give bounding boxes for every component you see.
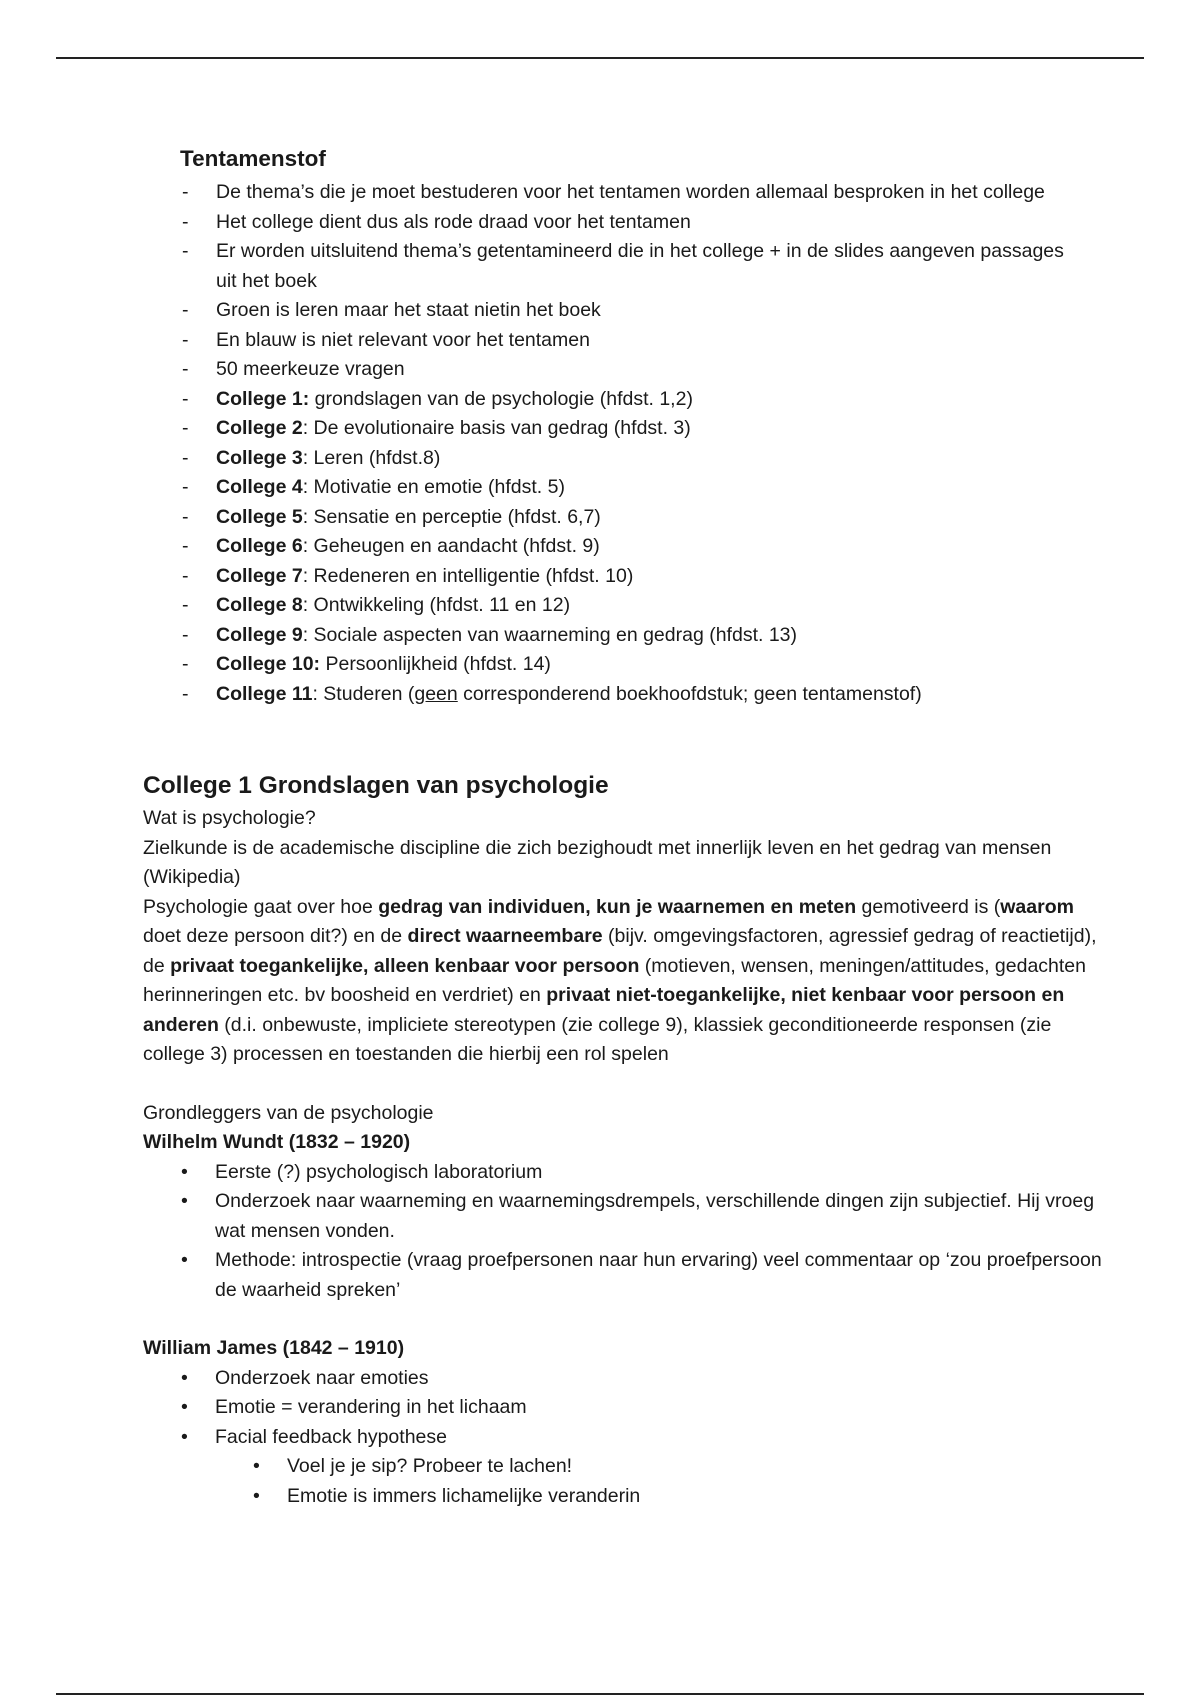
- college-text: : De evolutionaire basis van gedrag (hfdst. 3): [302, 417, 691, 439]
- tentamenstof-list: [180, 178, 1080, 709]
- college-label: College 9: [216, 623, 303, 646]
- psychology-paragraph: [143, 893, 1103, 1070]
- college-item-2: [180, 414, 1080, 444]
- founders-heading: Grondleggers van de psychologie: [143, 1101, 434, 1124]
- wundt-name: Wilhelm Wundt (1832 – 1920): [143, 1131, 411, 1153]
- list-item: • Emotie is immers lichamelijke veranderin: [287, 1482, 1103, 1512]
- paragraph-bold: privaat toegankelijke, alleen kenbaar voor persoon: [170, 954, 640, 977]
- james-list: [143, 1364, 1103, 1512]
- wundt-list: [143, 1158, 1103, 1306]
- college1-heading: College 1 Grondslagen van psychologie: [143, 772, 609, 799]
- underlined-word: geen: [414, 682, 458, 705]
- college-label: College 3: [216, 446, 303, 469]
- paragraph-bold: direct waarneembare: [407, 925, 603, 947]
- college-text: : Sensatie en perceptie (hfdst. 6,7): [302, 505, 601, 528]
- paragraph-text: (d.i. onbewuste, impliciete stereotypen (zie college 9), klassiek geconditioneerde responsen (zie college 3) processen en toestanden die hierbij een rol spelen: [143, 1013, 1052, 1065]
- college-label: College 7: [216, 564, 303, 587]
- tentamenstof-heading: Tentamenstof: [180, 146, 326, 171]
- college-label: College 6: [216, 535, 303, 557]
- list-item: • Onderzoek naar waarneming en waarnemingsdrempels, verschillende dingen zijn subjectief. Hij vroeg wat mensen vonden.: [215, 1187, 1103, 1246]
- list-item: • Eerste (?) psychologisch laboratorium: [215, 1158, 1103, 1188]
- college-text: : Redeneren en intelligentie (hfdst. 10): [302, 564, 634, 587]
- college-text: : Studeren (: [312, 682, 415, 705]
- college-text: : Ontwikkeling (hfdst. 11 en 12): [302, 594, 571, 616]
- list-item: • Onderzoek naar emoties: [215, 1364, 1103, 1394]
- paragraph-text: (bijv. omgevingsfactoren, agressief gedrag of reactietijd), de: [143, 925, 1097, 977]
- college-item-4: [180, 473, 1080, 503]
- paragraph-text: doet deze persoon dit?) en de: [143, 925, 408, 947]
- college-item-1: [180, 385, 1080, 415]
- college-text: : Motivatie en emotie (hfdst. 5): [302, 476, 565, 498]
- james-heading: [143, 1334, 1103, 1364]
- college-item-10: [180, 650, 1080, 680]
- college-item-11: [180, 680, 1080, 710]
- james-sublist: [215, 1452, 1103, 1511]
- college-label: College 8: [216, 594, 303, 616]
- paragraph-text: (motieven, wensen, meningen/attitudes, gedachten herinneringen etc. bv boosheid en verdriet) en: [143, 954, 1086, 1006]
- list-item: - Groen is leren maar het staat nietin het boek: [180, 296, 1080, 326]
- list-item: - En blauw is niet relevant voor het tentamen: [180, 326, 1080, 356]
- college-label: College 2: [216, 417, 303, 439]
- tentamenstof-section: [180, 144, 1080, 709]
- college-item-5: [180, 503, 1080, 533]
- paragraph-bold: gedrag van individuen, kun je waarnemen en meten: [378, 895, 857, 918]
- college-item-7: [180, 562, 1080, 592]
- james-name: William James (1842 – 1910): [143, 1337, 405, 1359]
- college-text: : Geheugen en aandacht (hfdst. 9): [302, 535, 600, 557]
- list-item: • Voel je je sip? Probeer te lachen!: [287, 1452, 1103, 1482]
- list-item: • Methode: introspectie (vraag proefpersonen naar hun ervaring) veel commentaar op ‘zou proefpersoon de waarheid spreken’: [215, 1246, 1103, 1305]
- paragraph-text: Psychologie gaat over hoe: [143, 895, 379, 918]
- college-item-8: [180, 591, 1080, 621]
- college-label: College 10:: [216, 653, 321, 675]
- college-item-3: [180, 444, 1080, 474]
- college-text: : Sociale aspecten van waarneming en gedrag (hfdst. 13): [302, 623, 798, 646]
- spacer: [143, 1070, 1103, 1099]
- paragraph-bold: waarom: [1000, 895, 1074, 918]
- college-label: College 5: [216, 505, 303, 528]
- list-item: - De thema’s die je moet bestuderen voor het tentamen worden allemaal besproken in het college: [180, 178, 1080, 208]
- definition-text: Zielkunde is de academische discipline die zich bezighoudt met innerlijk leven en het gedrag van mensen (Wikipedia): [143, 836, 1052, 888]
- college-item-6: [180, 532, 1080, 562]
- bottom-rule: [56, 1693, 1144, 1695]
- college-text: grondslagen van de psychologie (hfdst. 1,2): [309, 387, 693, 410]
- list-item: - Er worden uitsluitend thema’s getentamineerd die in het college + in de slides aangeven passages uit het boek: [180, 237, 1080, 296]
- top-rule: [56, 57, 1144, 59]
- college-text: corresponderend boekhoofdstuk; geen tentamenstof): [457, 682, 922, 705]
- list-item-text: Facial feedback hypothese: [215, 1425, 447, 1448]
- paragraph-bold: privaat niet-toegankelijke, niet kenbaar voor persoon en anderen: [143, 984, 1065, 1036]
- list-item: - 50 meerkeuze vragen: [180, 355, 1080, 385]
- college-label: College 11: [216, 682, 313, 705]
- wundt-heading: [143, 1128, 1103, 1158]
- college-label: College 1:: [216, 387, 310, 410]
- college-item-9: [180, 621, 1080, 651]
- question-text: Wat is psychologie?: [143, 807, 316, 829]
- college-label: College 4: [216, 476, 303, 498]
- college-text: : Leren (hfdst.8): [302, 446, 441, 469]
- paragraph-text: gemotiveerd is (: [856, 895, 1001, 918]
- list-item: - Het college dient dus als rode draad voor het tentamen: [180, 208, 1080, 238]
- list-item: [215, 1423, 1103, 1512]
- spacer: [143, 1305, 1103, 1334]
- list-item: • Emotie = verandering in het lichaam: [215, 1393, 1103, 1423]
- college1-section: [143, 770, 1103, 1511]
- college-text: Persoonlijkheid (hfdst. 14): [320, 653, 551, 675]
